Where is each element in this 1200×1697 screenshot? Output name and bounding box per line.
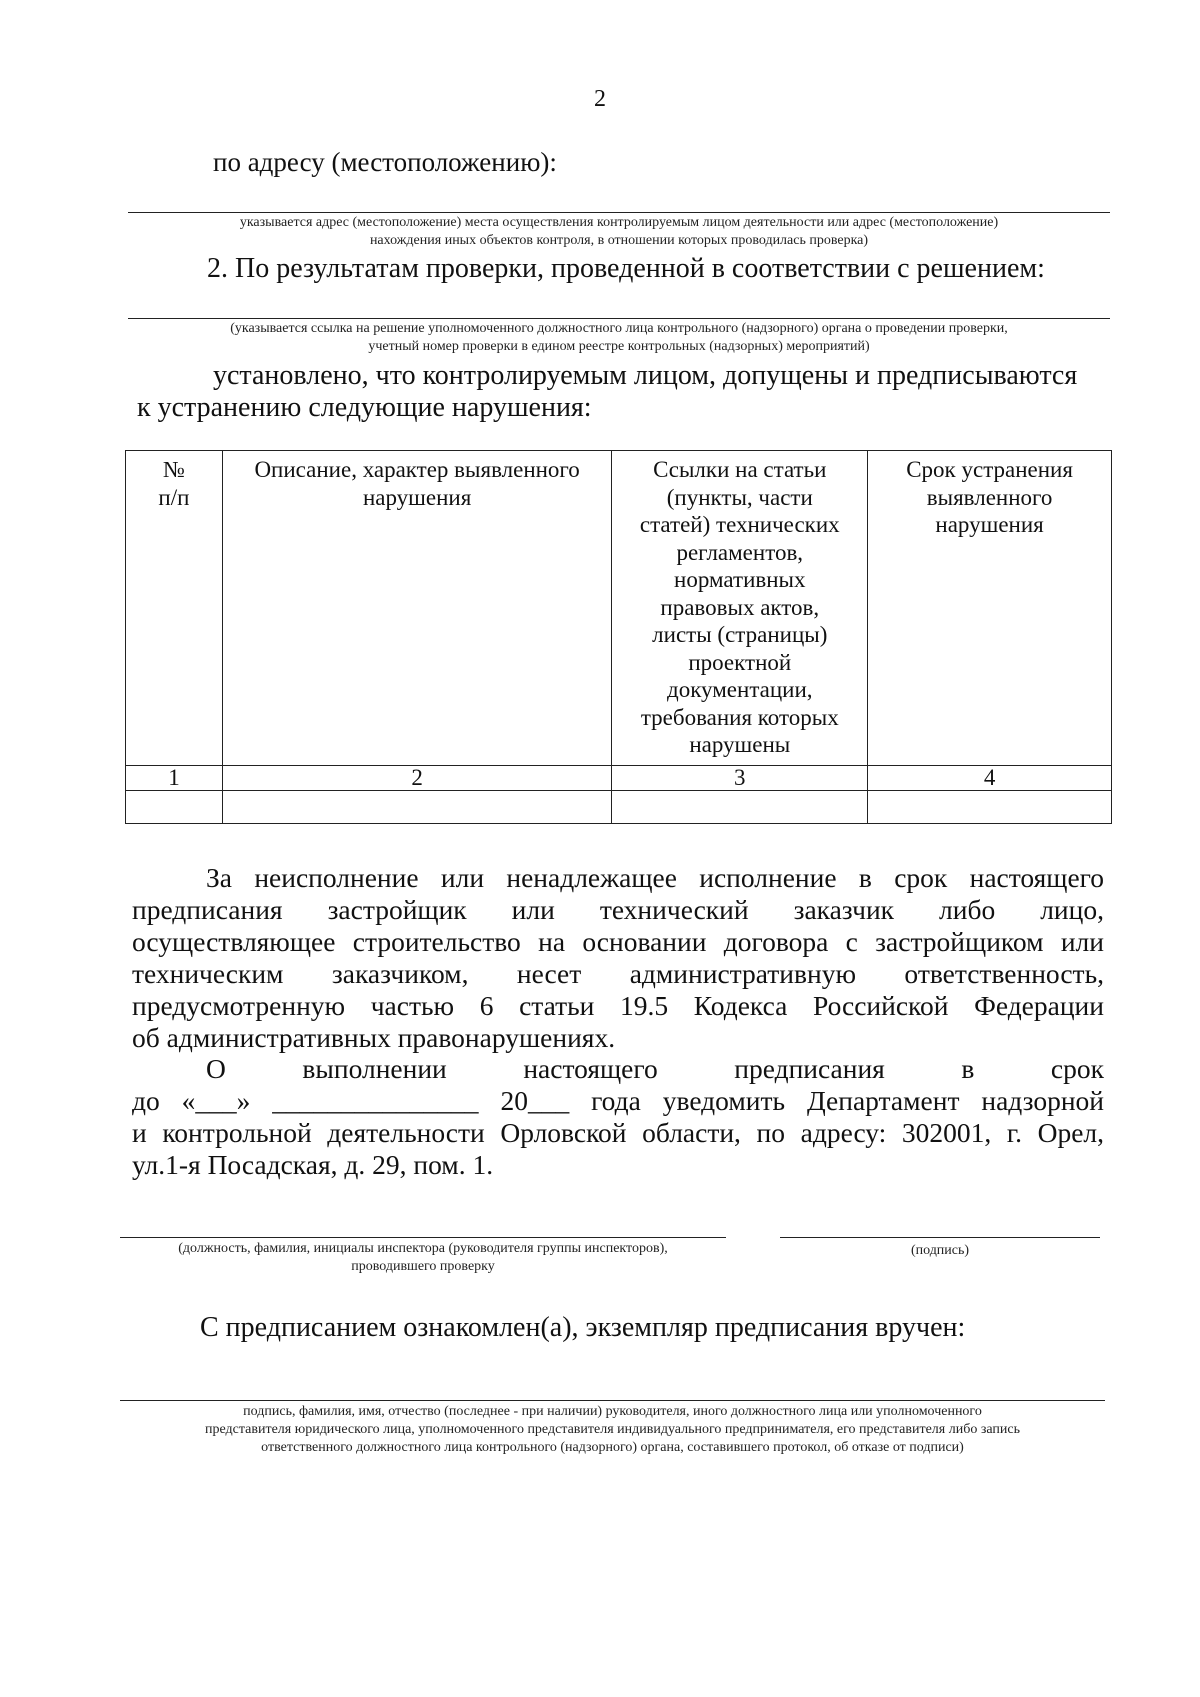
table-cell [612, 791, 868, 824]
header-description: Описание, характер выявленного нарушения [222, 451, 612, 766]
notify-paragraph [132, 1053, 1104, 1181]
decision-rule [128, 318, 1110, 319]
table-cell: 4 [868, 766, 1112, 791]
final-note-line: представителя юридического лица, уполномоченного представителя индивидуального предпринимателя, его представителя либо запись [205, 1422, 1020, 1437]
table-row [126, 791, 1112, 824]
table-cell: 2 [222, 766, 612, 791]
table-header-row [126, 451, 1112, 766]
inspector-note [120, 1240, 726, 1276]
final-note [115, 1403, 1110, 1457]
inspector-note-line: (должность, фамилия, инициалы инспектора (руководителя группы инспекторов), [178, 1241, 668, 1256]
liability-line: техническим заказчиком, несет административную ответственность, [132, 958, 1104, 989]
signature-rule [780, 1237, 1100, 1238]
established-line-1: установлено, что контролируемым лицом, допущены и предписываются [213, 360, 1078, 391]
table-cell [222, 791, 612, 824]
violations-table [125, 450, 1112, 824]
liability-paragraph [132, 862, 1104, 1054]
liability-line: предписания застройщик или технический заказчик либо лицо, [132, 894, 1104, 925]
signature-note: (подпись) [910, 1243, 970, 1258]
notify-line: О выполнении настоящего предписания в срок [206, 1053, 1104, 1084]
table-cell [868, 791, 1112, 824]
decision-note-line: учетный номер проверки в едином реестре контрольных (надзорных) мероприятий) [368, 339, 870, 354]
table-row [126, 766, 1112, 791]
address-note-line: нахождения иных объектов контроля, в отношении которых проводилась проверка) [369, 233, 869, 248]
address-note-line: указывается адрес (местоположение) места осуществления контролируемым лицом деятельности или адрес (местоположение) [239, 215, 999, 230]
decision-note-line: (указывается ссылка на решение уполномоченного должностного лица контрольного (надзорного) органа о проведении проверки, [230, 321, 1008, 336]
notify-line: и контрольной деятельности Орловской области, по адресу: 302001, г. Орел, [132, 1117, 1104, 1148]
final-note-line: ответственного должностного лица контрольного (надзорного) органа, составившего протокол, об отказе от подписи) [261, 1440, 964, 1455]
final-note-line: подпись, фамилия, имя, отчество (последнее - при наличии) руководителя, иного должностного лица или уполномоченного [243, 1404, 982, 1419]
inspector-note-line: проводившего проверку [351, 1259, 495, 1274]
address-label: по адресу (местоположению): [213, 147, 557, 177]
liability-line: предусмотренную частью 6 статьи 19.5 Кодекса Российской Федерации [132, 990, 1104, 1021]
final-rule [120, 1400, 1105, 1401]
notify-line: до «___» _______________ 20___ года уведомить Департамент надзорной [132, 1085, 1104, 1116]
table-cell [126, 791, 223, 824]
acquainted-text: С предписанием ознакомлен(а), экземпляр предписания вручен: [200, 1312, 966, 1343]
section2-heading: 2. По результатам проверки, проведенной в соответствии с решением: [207, 253, 1045, 284]
liability-line: За неисполнение или ненадлежащее исполнение в срок настоящего [206, 862, 1104, 893]
liability-line: осуществляющее строительство на основании договора с застройщиком или [132, 926, 1104, 957]
liability-line: об административных правонарушениях. [132, 1022, 616, 1053]
table-cell: 1 [126, 766, 223, 791]
established-line-2: к устранению следующие нарушения: [137, 392, 592, 423]
header-references: Ссылки на статьи (пункты, части статей) технических регламентов, нормативных правовых актов, листы (страницы) проектной документации, требования которых нарушены [612, 451, 868, 766]
decision-note [128, 320, 1110, 356]
inspector-rule [120, 1237, 726, 1238]
table-cell: 3 [612, 766, 868, 791]
address-rule [128, 212, 1110, 213]
header-number: № п/п [126, 451, 223, 766]
page-number: 2 [594, 86, 606, 112]
address-note [128, 214, 1110, 250]
header-deadline: Срок устранения выявленного нарушения [868, 451, 1112, 766]
notify-line: ул.1-я Посадская, д. 29, пом. 1. [132, 1149, 494, 1180]
